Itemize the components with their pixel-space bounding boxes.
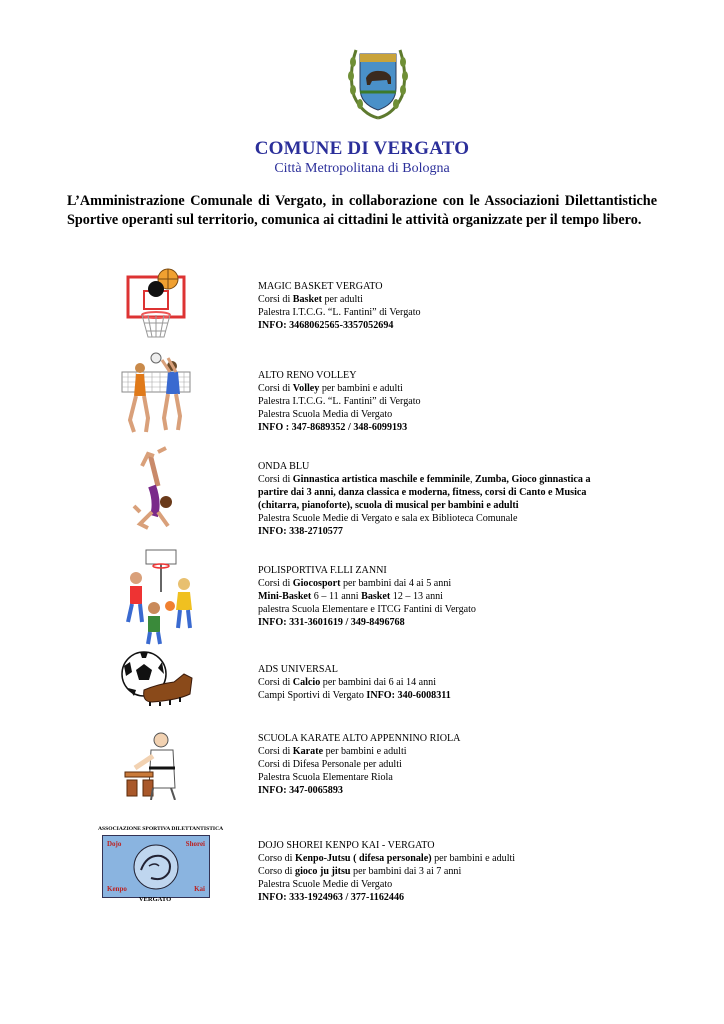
activity-ads-universal: ADS UNIVERSAL Corsi di Calcio per bambini dai 6 ai 14 anni Campi Sportivi di Vergato INFO: 340-6008311 — [258, 664, 678, 703]
activity-info: INFO: 333-1924963 / 377-1162446 — [258, 891, 405, 903]
activity-name: DOJO SHOREI KENPO KAI - VERGATO — [258, 840, 435, 851]
activity-name: ONDA BLU — [258, 461, 310, 472]
gymnast-icon — [128, 446, 188, 535]
karate-board-break-icon — [123, 728, 189, 805]
activity-alto-reno-volley: ALTO RENO VOLLEY Corsi di Volley per bambini e adulti Palestra I.T.C.G. “L. Fantini” di Vergato Palestra Scuola Media di Vergato INFO : 347-8689352 / 348-6099193 — [258, 370, 678, 435]
logo-top-text: ASSOCIAZIONE SPORTIVA DILETTANTISTICA — [98, 826, 224, 832]
volleyball-players-icon — [118, 350, 194, 441]
activity-info: INFO: 340-6008311 — [366, 689, 451, 701]
activity-name: MAGIC BASKET VERGATO — [258, 281, 383, 292]
intro-paragraph: L’Amministrazione Comunale di Vergato, in collaborazione con le Associazioni Dilettantistiche Sportive operanti sul territorio, comunica ai cittadini le attività organizzate per il tempo libero. — [67, 193, 657, 228]
children-playing-basketball-icon — [122, 548, 200, 653]
activity-location: Palestra I.T.C.G. “L. Fantini” di Vergato — [258, 306, 421, 318]
soccer-ball-and-boot-icon — [118, 650, 196, 713]
activity-name: POLISPORTIVA F.LLI ZANNI — [258, 565, 387, 576]
activity-info: INFO: 338-2710577 — [258, 525, 343, 537]
activity-onda-blu: ONDA BLU Corsi di Ginnastica artistica maschile e femminile, Zumba, Gioco ginnastica a partire dai 3 anni, danza classica e moderna, fitness, corsi di Canto e Musica (chitarra, pianoforte), scuola di musical per bambini e adulti Palestra Scuole Medie di Vergato e sala ex Biblioteca Comunale INFO: 338-2710577 — [258, 461, 678, 538]
page-subtitle: Città Metropolitana di Bologna — [274, 161, 450, 176]
activity-info: INFO: 347-0065893 — [258, 784, 343, 796]
activity-polisportiva-zanni: POLISPORTIVA F.LLI ZANNI Corsi di Giocosport per bambini dai 4 ai 5 anni Mini-Basket 6 – 11 anni Basket 12 – 13 anni palestra Scuola Elementare e ITCG Fantini di Vergato INFO: 331-3601619 / 349-8496768 — [258, 565, 678, 630]
activity-info: INFO: 3468062565-3357052694 — [258, 319, 394, 331]
activity-name: SCUOLA KARATE ALTO APPENNINO RIOLA — [258, 733, 461, 744]
basketball-hoop-icon — [122, 265, 192, 352]
municipal-crest-icon — [346, 44, 410, 120]
activity-scuola-karate: SCUOLA KARATE ALTO APPENNINO RIOLA Corsi di Karate per bambini e adulti Corsi di Difesa Personale per adulti Palestra Scuola Elementare Riola INFO: 347-0065893 — [258, 733, 678, 798]
activity-dojo-shorei: DOJO SHOREI KENPO KAI - VERGATO Corso di Kenpo-Jutsu ( difesa personale) per bambini e adulti Corso di gioco ju jitsu per bambini dai 3 ai 7 anni Palestra Scuole Medie di Vergato INFO: 333-1924963 / 377-1162446 — [258, 840, 678, 905]
page-title: COMUNE DI VERGATO — [254, 138, 470, 159]
activity-name: ADS UNIVERSAL — [258, 664, 338, 675]
activity-info: INFO: 331-3601619 / 349-8496768 — [258, 616, 405, 628]
logo-bottom-text: VERGATO — [138, 896, 172, 903]
dojo-shorei-kenpo-kai-logo: ASSOCIAZIONE SPORTIVA DILETTANTISTICA Dojo Shorei Kenpo Kai VERGATO — [98, 826, 224, 903]
activity-magic-basket: MAGIC BASKET VERGATO Corsi di Basket per adulti Palestra I.T.C.G. “L. Fantini” di Vergato INFO: 3468062565-3357052694 — [258, 281, 678, 333]
activity-info: INFO : 347-8689352 / 348-6099193 — [258, 421, 408, 433]
activity-name: ALTO RENO VOLLEY — [258, 370, 357, 381]
